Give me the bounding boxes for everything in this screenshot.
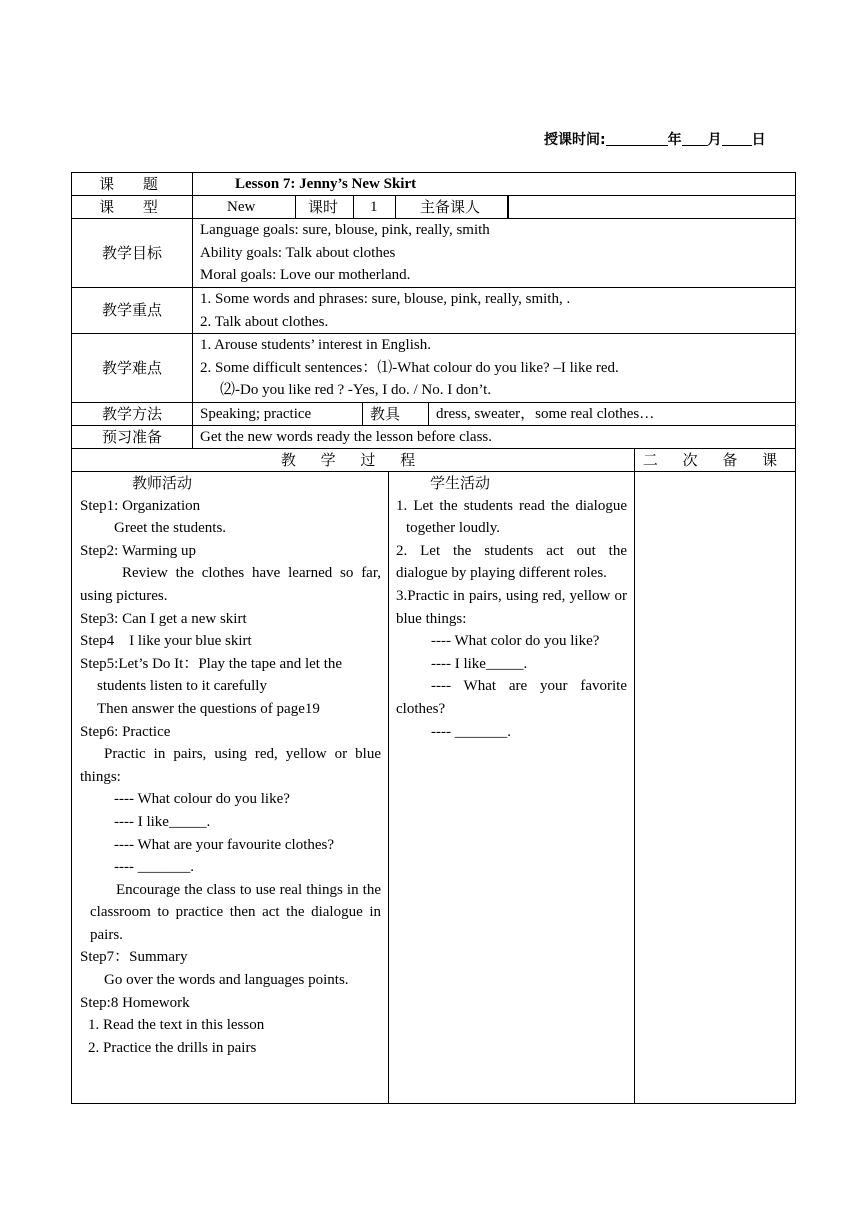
teacher-line: Review the clothes have learned so far, using pictures. <box>80 565 381 604</box>
difficult-point-3: ⑵-Do you like red ? -Yes, I do. / No. I don’t. <box>220 382 492 399</box>
teacher-line: Step5:Let’s Do It：Play the tape and let the students listen to it carefully <box>80 655 343 695</box>
goal-language: Language goals: sure, blouse, pink, really, smith <box>200 222 490 238</box>
month-blank <box>682 131 708 146</box>
teacher-line: Step3: Can I get a new skirt <box>80 610 247 627</box>
teacher-line: Go over the words and languages points. <box>104 972 349 989</box>
prep-value: Get the new words ready the lesson before class. <box>200 429 492 445</box>
goals-list <box>193 219 795 287</box>
key-label: 教学重点 <box>72 288 193 333</box>
preparer-label: 主备课人 <box>396 196 508 218</box>
period-value: 1 <box>354 196 396 218</box>
teacher-line: Step6: Practice <box>80 723 171 740</box>
year-blank <box>606 131 668 146</box>
student-line: 3.Practic in pairs, using red, yellow or blue things: <box>396 587 627 627</box>
year-label: 年 <box>667 132 682 148</box>
goal-ability: Ability goals: Talk about clothes <box>200 244 396 261</box>
topic-label: 课 题 <box>72 173 193 195</box>
period-label: 课时 <box>296 196 354 218</box>
topic-value: Lesson 7: Jenny’s New Skirt <box>235 176 417 192</box>
teacher-line: ---- What are your favourite clothes? <box>114 836 335 853</box>
process-body-row <box>72 472 795 1103</box>
teacher-line: Step1: Organization <box>80 497 201 514</box>
difficult-point-2: 2. Some difficult sentences：⑴-What colour do you like? –I like red. <box>200 359 619 376</box>
difficult-label: 教学难点 <box>72 334 193 402</box>
goal-moral: Moral goals: Love our motherland. <box>200 267 411 284</box>
difficult-point-1: 1. Arouse students’ interest in English. <box>200 337 431 353</box>
process-label: 教 学 过 程 <box>72 449 635 471</box>
teacher-line: ---- _______. <box>114 859 194 876</box>
tools-value: dress, sweater，some real clothes… <box>436 406 655 422</box>
second-prep-notes <box>635 472 795 1103</box>
teacher-line: Encourage the class to use real things in the classroom to practice then act the dialogue in pairs. <box>90 881 381 943</box>
lesson-plan-table <box>71 172 796 1104</box>
teacher-line: ---- What colour do you like? <box>114 791 290 808</box>
student-line: 1. Let the students read the dialogue together loudly. <box>396 497 627 537</box>
student-activities-label: 学生活动 <box>430 474 491 492</box>
teacher-activities-label: 教师活动 <box>132 474 193 492</box>
teacher-activities <box>72 472 389 1103</box>
teacher-line: Practic in pairs, using red, yellow or blue things: <box>80 746 381 785</box>
goals-row <box>72 219 795 288</box>
difficult-row <box>72 334 795 403</box>
preparer-value <box>509 196 795 218</box>
second-prep-label: 二 次 备 课 <box>642 451 788 469</box>
topic-row <box>72 173 795 196</box>
type-label: 课 型 <box>72 196 193 218</box>
key-point-1: 1. Some words and phrases: sure, blouse, pink, really, smith, . <box>200 291 571 307</box>
date-label: 授课时间: <box>544 132 606 148</box>
teacher-line: ---- I like_____. <box>114 813 211 830</box>
lesson-date-line <box>544 129 766 149</box>
student-line: ---- What color do you like? <box>431 633 600 650</box>
teacher-line: Then answer the questions of page19 <box>97 700 320 717</box>
method-value: Speaking; practice <box>193 403 363 425</box>
key-list <box>193 288 795 333</box>
teacher-line: Greet the students. <box>114 520 227 537</box>
teacher-line: Step:8 Homework <box>80 994 190 1011</box>
type-row <box>72 196 795 219</box>
method-row <box>72 403 795 426</box>
student-activities <box>389 472 635 1103</box>
teacher-line: 1. Read the text in this lesson <box>88 1017 265 1034</box>
student-line: ---- I like_____. <box>431 655 528 672</box>
type-value: New <box>193 196 296 218</box>
tools-label: 教具 <box>363 403 429 425</box>
student-line: ---- What are your favorite clothes? <box>396 678 627 717</box>
student-line: 2. Let the students act out the dialogue by playing different roles. <box>396 542 627 582</box>
process-header-row <box>72 449 795 472</box>
key-row <box>72 288 795 334</box>
prep-row <box>72 426 795 449</box>
teacher-line: Step2: Warming up <box>80 542 197 559</box>
goals-label: 教学目标 <box>72 219 193 287</box>
key-point-2: 2. Talk about clothes. <box>200 313 329 330</box>
month-label: 月 <box>707 132 722 148</box>
day-blank <box>722 131 752 146</box>
teacher-line: Step7：Summary <box>80 949 188 966</box>
teacher-line: Step4 I like your blue skirt <box>80 633 252 650</box>
student-line: ---- _______. <box>431 723 511 740</box>
prep-label: 预习准备 <box>72 426 193 448</box>
difficult-list <box>193 334 795 402</box>
teacher-line: 2. Practice the drills in pairs <box>88 1039 257 1056</box>
day-label: 日 <box>751 132 766 148</box>
method-label: 教学方法 <box>72 403 193 425</box>
